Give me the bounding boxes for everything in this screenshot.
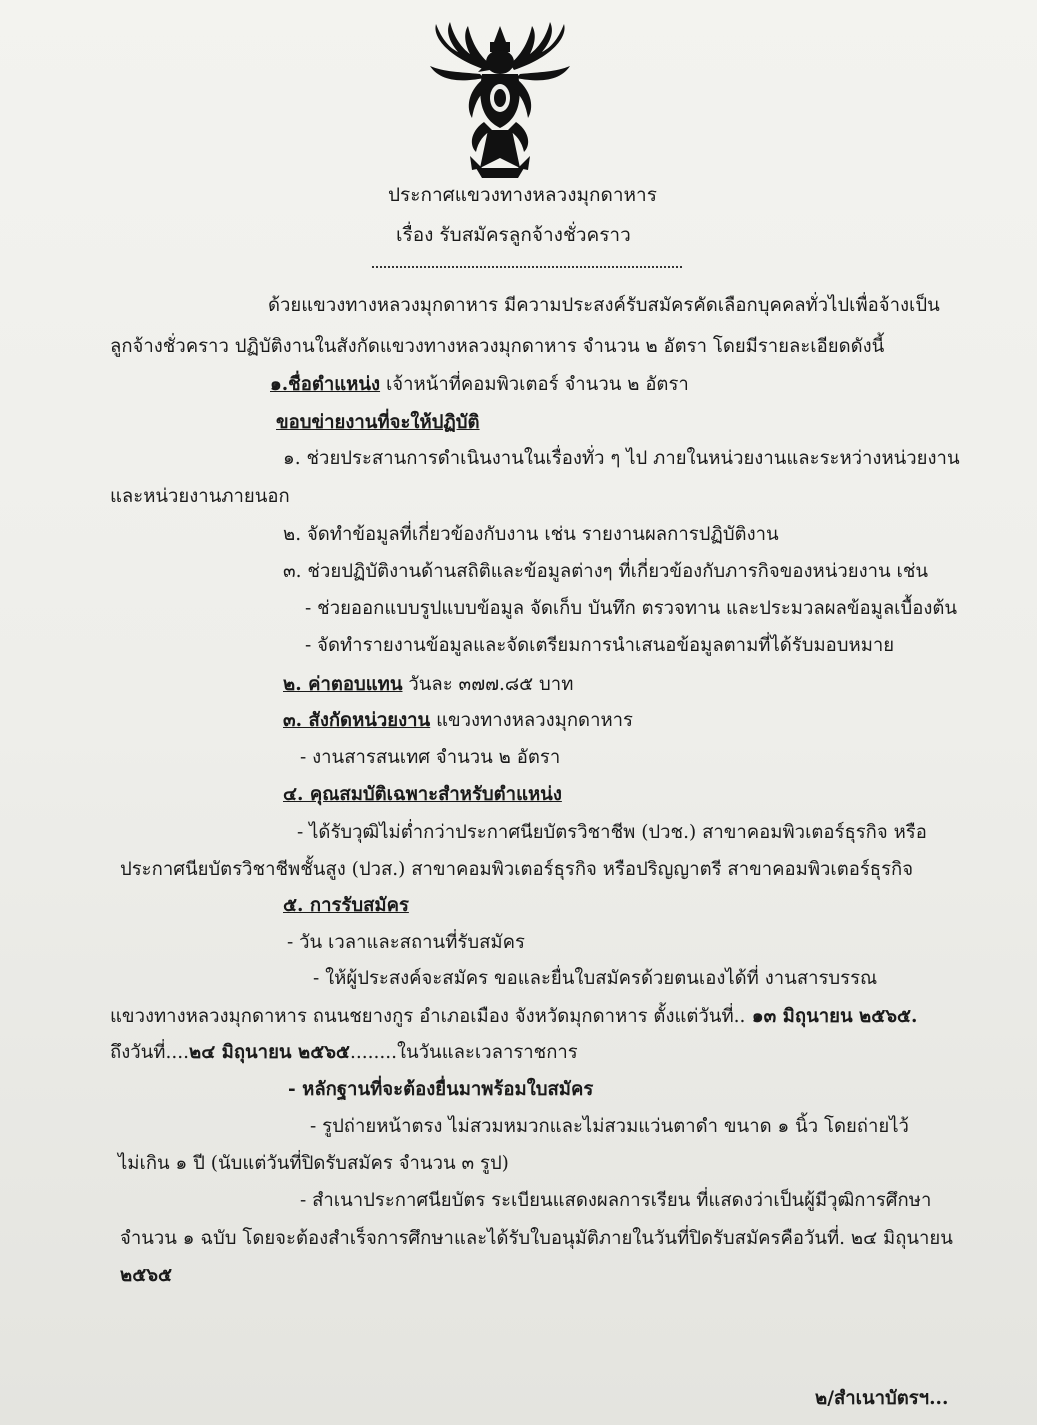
- documents-item-2-line-1: - สำเนาประกาศนียบัตร ระเบียนแสดงผลการเรียน ที่แสดงว่าเป็นผู้มีวุฒิการศึกษา: [300, 1190, 932, 1211]
- section3-heading: ๓. สังกัดหน่วยงาน: [283, 710, 431, 731]
- section2-line: [283, 672, 573, 698]
- section5-sub-2: - หลักฐานที่จะต้องยื่นมาพร้อมใบสมัคร: [288, 1079, 594, 1100]
- start-date: ๑๓ มิถุนายน ๒๕๖๕.: [745, 1006, 918, 1027]
- section5-sub-1-line-1: - ให้ผู้ประสงค์จะสมัคร ขอและยื่นใบสมัครด้วยตนเองได้ที่ งานสารบรรณ: [313, 968, 878, 989]
- scope-heading: ขอบข่ายงานที่จะให้ปฏิบัติ: [276, 412, 480, 433]
- section5-sub-1: - วัน เวลาและสถานที่รับสมัคร: [287, 932, 525, 953]
- documents-item-2-line-2: จำนวน ๑ ฉบับ โดยจะต้องสำเร็จการศึกษาและได้รับใบอนุมัติภายในวันที่ปิดรับสมัครคือวันที่. ๒๔ มิถุนายน: [120, 1228, 953, 1249]
- section1-heading: ๑.ชื่อตำแหน่ง: [270, 374, 381, 395]
- garuda-emblem: [420, 18, 580, 183]
- section4-line-1: - ได้รับวุฒิไม่ต่ำกว่าประกาศนียบัตรวิชาชีพ (ปวช.) สาขาคอมพิวเตอร์ธุรกิจ หรือ: [297, 822, 927, 843]
- intro-line-2: ลูกจ้างชั่วคราว ปฏิบัติงานในสังกัดแขวงทางหลวงมุกดาหาร จำนวน ๒ อัตรา โดยมีรายละเอียดดังนี้: [110, 336, 885, 357]
- section3-text: แขวงทางหลวงมุกดาหาร: [430, 710, 633, 731]
- documents-item-2-line-3: ๒๕๖๕: [120, 1265, 172, 1286]
- scope-item-1: ๑. ช่วยประสานการดำเนินงานในเรื่องทั่ว ๆ ไป ภายในหน่วยงานและระหว่างหน่วยงาน: [283, 448, 960, 469]
- section4-heading: ๔. คุณสมบัติเฉพาะสำหรับตำแหน่ง: [283, 784, 562, 805]
- section5-heading: ๕. การรับสมัคร: [283, 895, 409, 916]
- end-date-prefix: ถึงวันที่....: [110, 1042, 189, 1063]
- end-date: ๒๔ มิถุนายน ๒๕๖๕: [189, 1042, 350, 1063]
- section3-sub: - งานสารสนเทศ จำนวน ๒ อัตรา: [300, 747, 561, 768]
- scope-item-2: ๒. จัดทำข้อมูลที่เกี่ยวข้องกับงาน เช่น รายงานผลการปฏิบัติงาน: [283, 524, 779, 545]
- section3-line: [283, 708, 633, 734]
- scope-item-1-cont: และหน่วยงานภายนอก: [110, 486, 290, 507]
- continuation-note: ๒/สำเนาบัตรฯ...: [815, 1388, 949, 1409]
- section1-line: [270, 372, 689, 398]
- section2-text: วันละ ๓๗๗.๘๕ บาท: [402, 674, 574, 695]
- section2-heading: ๒. ค่าตอบแทน: [283, 674, 403, 695]
- scope-item-3-sub-2: - จัดทำรายงานข้อมูลและจัดเตรียมการนำเสนอข้อมูลตามที่ได้รับมอบหมาย: [305, 635, 895, 656]
- section4-line-2: ประกาศนียบัตรวิชาชีพชั้นสูง (ปวส.) สาขาคอมพิวเตอร์ธุรกิจ หรือปริญญาตรี สาขาคอมพิวเตอร์ธุรกิจ: [120, 859, 914, 880]
- section5-sub-1-line-2: [110, 1004, 917, 1030]
- scope-item-3-sub-1: - ช่วยออกแบบรูปแบบข้อมูล จัดเก็บ บันทึก ตรวจทาน และประมวลผลข้อมูลเบื้องต้น: [305, 598, 958, 619]
- announcement-title: ประกาศแขวงทางหลวงมุกดาหาร: [388, 184, 657, 206]
- intro-line-1: ด้วยแขวงทางหลวงมุกดาหาร มีความประสงค์รับสมัครคัดเลือกบุคคลทั่วไปเพื่อจ้างเป็น: [268, 295, 940, 316]
- office-hours-text: ........ในวันและเวลาราชการ: [349, 1042, 578, 1063]
- application-place-text: แขวงทางหลวงมุกดาหาร ถนนชยางกูร อำเภอเมือง จังหวัดมุกดาหาร ตั้งแต่วันที่..: [110, 1006, 746, 1027]
- announcement-subject: เรื่อง รับสมัครลูกจ้างชั่วคราว: [396, 224, 631, 246]
- documents-item-1-line-1: - รูปถ่ายหน้าตรง ไม่สวมหมวกและไม่สวมแว่นตาดำ ขนาด ๑ นิ้ว โดยถ่ายไว้: [310, 1116, 909, 1137]
- documents-item-1-line-2: ไม่เกิน ๑ ปี (นับแต่วันที่ปิดรับสมัคร จำนวน ๓ รูป): [118, 1153, 509, 1174]
- dotted-divider: [372, 266, 682, 268]
- section1-text: เจ้าหน้าที่คอมพิวเตอร์ จำนวน ๒ อัตรา: [380, 374, 689, 395]
- section5-sub-1-line-3: [110, 1040, 578, 1066]
- scope-item-3: ๓. ช่วยปฏิบัติงานด้านสถิติและข้อมูลต่างๆ ที่เกี่ยวข้องกับภารกิจของหน่วยงาน เช่น: [283, 561, 929, 582]
